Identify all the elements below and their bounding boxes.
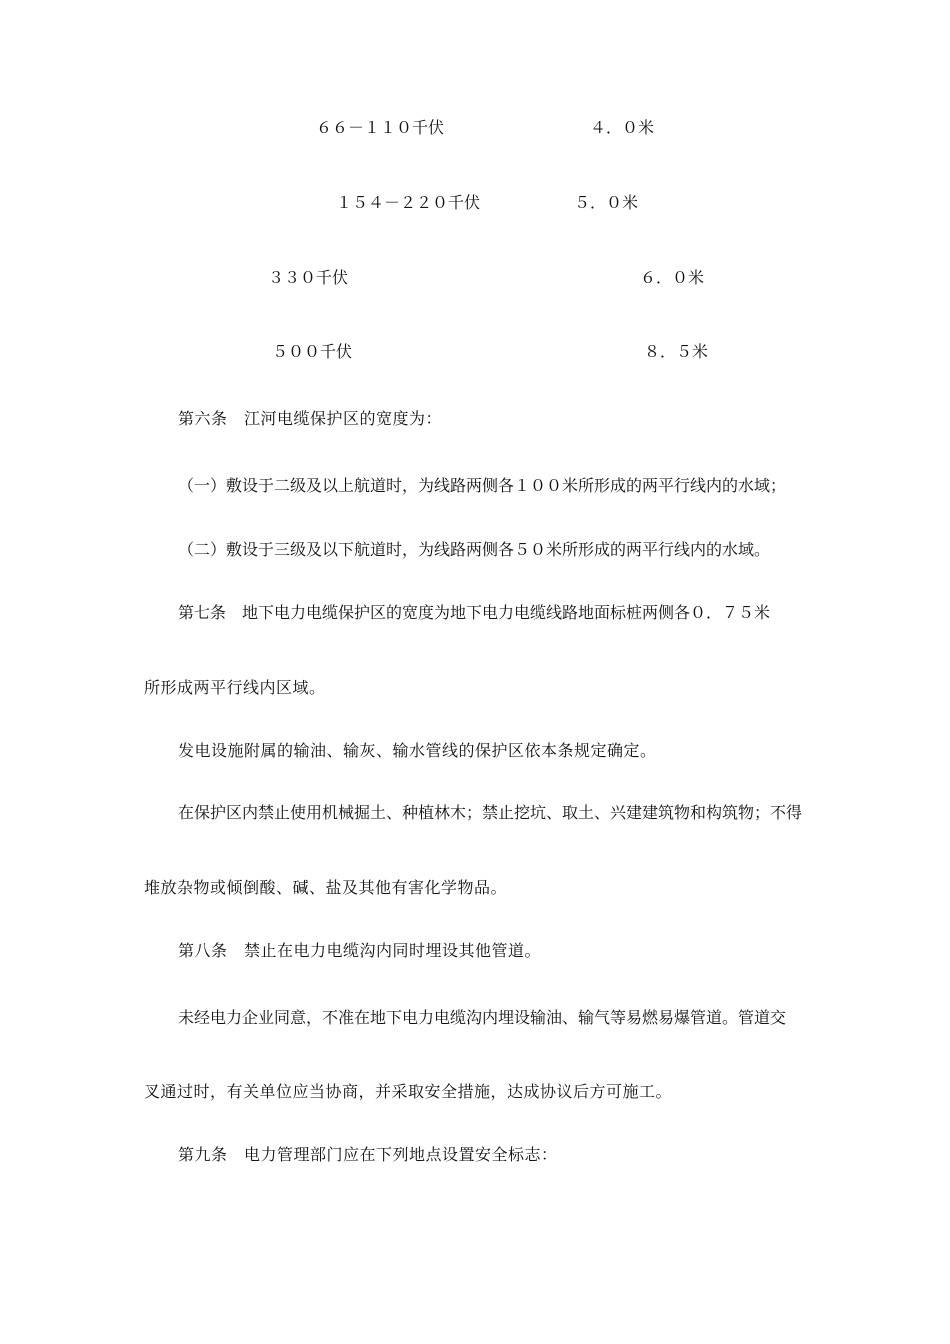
article-8-heading: 第八条 禁止在电力电缆沟内同时埋设其他管道。 [178, 941, 542, 960]
article-8-line-2: 叉通过时，有关单位应当协商，并采取安全措施，达成协议后方可施工。 [144, 1082, 673, 1101]
article-7-prohibition-line-2: 堆放杂物或倾倒酸、碱、盐及其他有害化学物品。 [144, 878, 508, 897]
table-distance-3: ６．０米 [640, 268, 705, 287]
table-distance-4: ８．５米 [644, 342, 709, 361]
article-7-line-1: 第七条 地下电力电缆保护区的宽度为地下电力电缆线路地面标桩两侧各０．７５米 [178, 603, 771, 622]
article-6-heading: 第六条 江河电缆保护区的宽度为： [178, 409, 443, 428]
table-distance-2: ５．０米 [574, 193, 639, 212]
article-7-line-2: 所形成两平行线内区域。 [144, 678, 326, 697]
article-9-heading: 第九条 电力管理部门应在下列地点设置安全标志： [178, 1145, 558, 1164]
table-voltage-2: １５４－２２０千伏 [336, 193, 481, 212]
article-6-item-2: （二）敷设于三级及以下航道时，为线路两侧各５０米所形成的两平行线内的水域。 [178, 540, 771, 559]
article-7-pipeline-paragraph: 发电设施附属的输油、输灰、输水管线的保护区依本条规定确定。 [178, 741, 657, 760]
table-distance-1: ４．０米 [590, 118, 655, 137]
article-7-prohibition-line-1: 在保护区内禁止使用机械掘土、种植林木；禁止挖坑、取土、兴建建筑物和构筑物；不得 [178, 803, 803, 822]
table-voltage-1: ６６－１１０千伏 [316, 118, 445, 137]
table-voltage-4: ５００千伏 [272, 342, 353, 361]
article-6-item-1: （一）敷设于二级及以上航道时，为线路两侧各１００米所形成的两平行线内的水域； [178, 476, 787, 495]
table-voltage-3: ３３０千伏 [268, 268, 349, 287]
article-8-line-1: 未经电力企业同意，不准在地下电力电缆沟内埋设输油、输气等易燃易爆管道。管道交 [178, 1008, 787, 1027]
